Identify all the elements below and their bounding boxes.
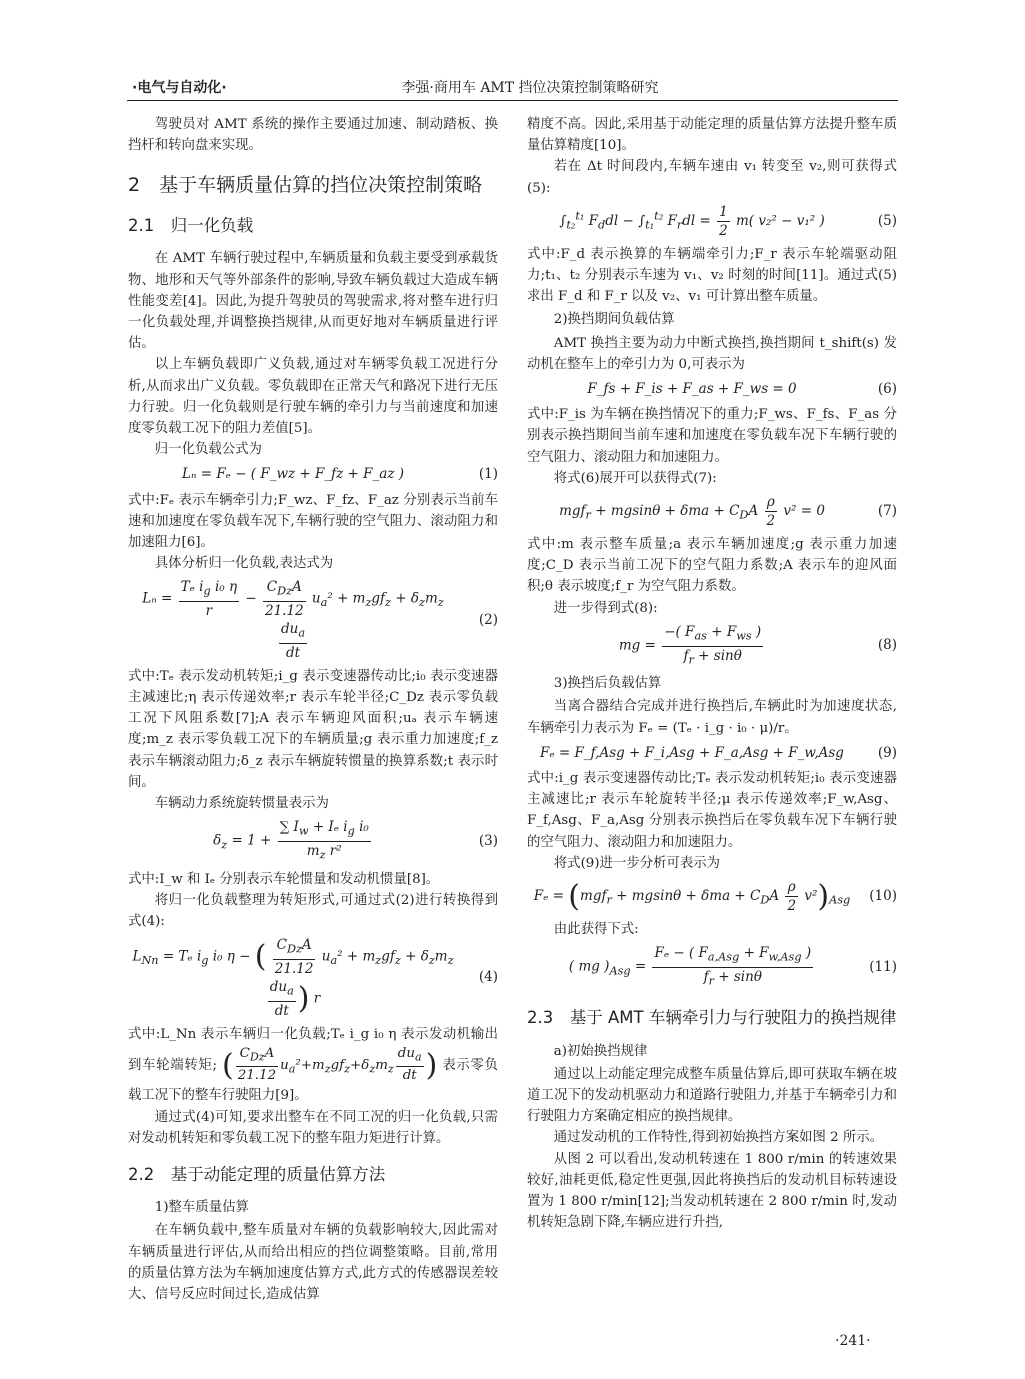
page-number: ·241· — [835, 1333, 871, 1349]
paragraph: 车辆动力系统旋转惯量表示为 — [154, 796, 329, 812]
equation-number: (11) — [869, 958, 897, 975]
sub-heading: 2)换挡期间负载估算 — [553, 312, 675, 328]
equation-body: $F_e = (mgf_r + mgsin\theta + \delta ma + C_DA$ $\frac{\rho}{2}$ $v^2)_{Asg}$ — [533, 878, 851, 915]
paragraph: 式中:I_w 和 Iₑ 分别表示车轮惯量和发动机惯量[8]。 — [128, 871, 440, 887]
header-rule — [127, 100, 898, 101]
paragraph: 驾驶员对 AMT 系统的操作主要通过加速、制动踏板、换挡杆和转向盘来实现。 — [128, 117, 498, 154]
paragraph: 通过以上动能定理完成整车质量估算后,即可获取车辆在坡道工况下的发动机驱动力和道路行驶阻力,并基于车辆牵引力和行驶阻力方案确定相应的换挡规律。 — [527, 1066, 897, 1125]
paragraph: 通过发动机的工作特性,得到初始换挡方案如图 2 所示。 — [553, 1130, 884, 1146]
equation-10 — [527, 878, 897, 915]
paragraph: 从图 2 可以看出,发动机转速在 1 800 r/min 的转速效果较好,油耗更低,稳定性更强,因此将换挡后的发动机目标转速设置为 1 800 r/min[12];当发动机转速在 2 800 r/min 时,发动机转矩急剧下降,车辆应进行升挡, — [527, 1151, 897, 1231]
equation-7 — [527, 493, 897, 530]
equation-body: $L_{Nn} = T_e$ $i_g$ i₀ η − ( $\frac{C_{Dz}A}{21.12}$ $u_a^2 + m_zgf_z + \delta_zm_z$ $\frac{du_a}{dt}$ ) r — [132, 937, 454, 1019]
subsection-heading: 2.2 基于动能定理的质量估算方法 — [128, 1165, 386, 1185]
left-column — [128, 114, 498, 1305]
equation-6 — [527, 379, 897, 400]
paragraph: 将式(9)进一步分析可表示为 — [553, 855, 721, 871]
equation-body: Lₙ = Fₑ − ( F_wz + F_fz + F_az ) — [181, 466, 404, 483]
paragraph: 将式(6)展开可以获得式(7): — [553, 470, 717, 486]
paragraph: 式中:F_d 表示换算的车辆端牵引力;F_r 表示车轮端驱动阻力;t₁、t₂ 分别表示车速为 v₁、v₂ 时刻的时间[11]。通过式(5)求出 F_d 和 F_r 以及 v₂、v₁ 可计算出整车质量。 — [527, 246, 897, 305]
paragraph: 式中:Tₑ 表示发动机转矩;i_g 表示变速器传动比;i₀ 表示变速器主减速比;η 表示传递效率;r 表示车轮半径;C_Dz 表示零负载工况下风阻系数[7];A 表示车辆迎风面积;uₐ 表示车辆速度;m_z 表示零负载工况下的车辆质量;g 表示重力加速度;f_z 表示车辆滚动阻力;δ_z 表示车辆旋转惯量的换算系数;t 表示时间。 — [128, 668, 498, 790]
equation-8 — [527, 623, 897, 669]
paragraph: 若在 Δt 时间段内,车辆车速由 v₁ 转变至 v₂,则可获得式(5): — [527, 159, 897, 196]
running-title: 李强·商用车 AMT 挡位决策控制策略研究 — [401, 80, 659, 96]
right-column — [527, 114, 897, 1233]
paragraph: 进一步得到式(8): — [553, 600, 658, 616]
paragraph: 以上车辆负载即广义负载,通过对车辆零负载工况进行分析,从而求出广义负载。零负载即在正常天气和路况下进行无压力行驶。归一化负载则是行驶车辆的牵引力与当前速度和加速度零负载工况下的阻力差值[5]。 — [128, 357, 498, 437]
paragraph: 当离合器结合完成并进行换挡后,车辆此时为加速度状态,车辆牵引力表示为 Fₑ = (Tₑ · i_g · i₀ · μ)/r。 — [527, 699, 897, 736]
equation-9 — [527, 743, 897, 764]
paragraph: 由此获得下式: — [553, 922, 639, 938]
paragraph: 式中:m 表示整车质量;a 表示车辆加速度;g 表示重力加速度;C_D 表示当前工况下的空气阻力系数;A 表示车的迎风面积;θ 表示坡度;f_r 为空气阻力系数。 — [527, 537, 897, 595]
equation-body: $mgf_r + mgsin\theta + \delta ma + C_DA$ $\frac{\rho}{2}$ v² = 0 — [559, 494, 825, 530]
inline-formula: ( $\frac{C_{Dz}A}{21.12}$ $u_a^2+m_zgf_z+\delta_zm_z$ $\frac{du_a}{dt}$ ) — [222, 1045, 438, 1084]
equation-body: mg = $\frac{-( F_{as} + F_{ws} )}{f_r + \sin\theta}$ — [618, 623, 762, 667]
sub-heading: 1)整车质量估算 — [154, 1200, 249, 1216]
journal-section-label: ·电气与自动化· — [132, 80, 227, 96]
equation-number: (4) — [478, 969, 498, 986]
paragraph — [128, 1024, 498, 1107]
equation-4 — [128, 936, 498, 1019]
paragraph: 通过式(4)可知,要求出整车在不同工况的归一化负载,只需对发动机转矩和零负载工况下的整车阻力矩进行计算。 — [128, 1109, 498, 1146]
equation-number: (6) — [877, 381, 897, 398]
equation-number: (7) — [877, 502, 897, 519]
paragraph: 式中:F_is 为车辆在换挡情况下的重力;F_ws、F_fs、F_as 分别表示换挡期间当前车速和加速度在零负载车况下车辆行驶的空气阻力、滚动阻力和加速阻力。 — [527, 407, 897, 465]
equation-1 — [128, 464, 498, 485]
equation-body: $\int_{t_2}^{t_1}$ $F_ddl - \int_{t_1}^{t_2}$ $F_rdl$ = $\frac{1}{2}$ m( v₂² − v₁² ) — [559, 203, 825, 239]
paragraph: 将归一化负载整理为转矩形式,可通过式(2)进行转换得到式(4): — [128, 892, 498, 930]
sub-heading: 3)换挡后负载估算 — [553, 676, 662, 692]
equation-number: (10) — [869, 887, 897, 904]
equation-number: (9) — [877, 744, 897, 761]
equation-3 — [128, 818, 498, 864]
paragraph: 式中:Fₑ 表示车辆牵引力;F_wz、F_fz、F_az 分别表示当前车速和加速度在零负载车况下,车辆行驶的空气阻力、滚动阻力和加速阻力[6]。 — [128, 492, 498, 551]
paragraph: AMT 换挡主要为动力中断式换挡,换挡期间 t_shift(s) 发动机在整车上的牵引力为 0,可表示为 — [527, 335, 897, 372]
paragraph: 归一化负载公式为 — [154, 442, 262, 458]
equation-number: (2) — [478, 611, 498, 628]
paragraph: 式中:i_g 表示变速器传动比;Tₑ 表示发动机转矩;i₀ 表示变速器主减速比;r 表示车轮旋转半径;μ 表示传递效率;F_w,Asg、F_f,Asg、F_a,Asg 分别表示换挡后在零负载车况下车辆行驶的空气阻力、滚动阻力和加速阻力。 — [527, 771, 897, 850]
equation-body: ( mg )$_{Asg}$ = $\frac{F_e - ( F_{a,Asg} + F_{w,Asg} )}{f_r + \sin\theta}$ — [568, 945, 812, 988]
subsection-heading: 2.3 基于 AMT 车辆牵引力与行驶阻力的换挡规律 — [527, 1007, 897, 1027]
equation-body: F_fs + F_is + F_as + F_ws = 0 — [587, 381, 797, 398]
equation-5 — [527, 203, 897, 240]
sub-heading: a)初始换挡规律 — [553, 1043, 648, 1059]
equation-11 — [527, 944, 897, 990]
subsection-heading: 2.1 归一化负载 — [128, 216, 254, 236]
equation-number: (5) — [877, 212, 897, 229]
equation-body: Lₙ = $\frac{T_e i_g i_0 \eta}{r}$ − $\frac{C_{Dz}A}{21.12}$ $u_a^2 + m_zgf_z + \delta_zm_z$ $\frac{du_a}{dt}$ — [142, 579, 444, 661]
equation-number: (1) — [478, 466, 498, 483]
paragraph: 精度不高。因此,采用基于动能定理的质量估算方法提升整车质量估算精度[10]。 — [527, 117, 897, 154]
paragraph: 具体分析归一化负载,表达式为 — [154, 556, 334, 572]
equation-2 — [128, 578, 498, 661]
equation-body: $\delta_z = 1$ + $\frac{\sum I_w + I_e i_g i_0}{m_z r^2}$ — [213, 819, 369, 862]
text-run: 表示零负载工况下的整车行驶阻力[9]。 — [128, 1057, 498, 1104]
equation-number: (3) — [478, 832, 498, 849]
equation-number: (8) — [877, 637, 897, 654]
paragraph: 在车辆负载中,整车质量对车辆的负载影响较大,因此需对车辆质量进行评估,从而给出相应的挡位调整策略。目前,常用的质量估算方法为车辆加速度估算方式,此方式的传感器误差较大、信号反应时间过长,造成估算 — [128, 1223, 498, 1302]
paragraph: 在 AMT 车辆行驶过程中,车辆质量和负载主要受到承载货物、地形和天气等外部条件的影响,导致车辆负载过大造成车辆性能变差[4]。因此,为提升驾驶员的驾驶需求,将对整车进行归一化负载处理,并调整换挡规律,从而更好地对车辆质量进行评估。 — [128, 251, 498, 352]
text-run: 式中:L_Nn 表示车辆归一化负载;Tₑ i_g i₀ η 表示发动机输出到车轮端转矩; — [128, 1026, 498, 1073]
section-heading: 2 基于车辆质量估算的挡位决策控制策略 — [128, 174, 483, 197]
equation-body: Fₑ = F_f,Asg + F_i,Asg + F_a,Asg + F_w,Asg — [540, 744, 844, 761]
